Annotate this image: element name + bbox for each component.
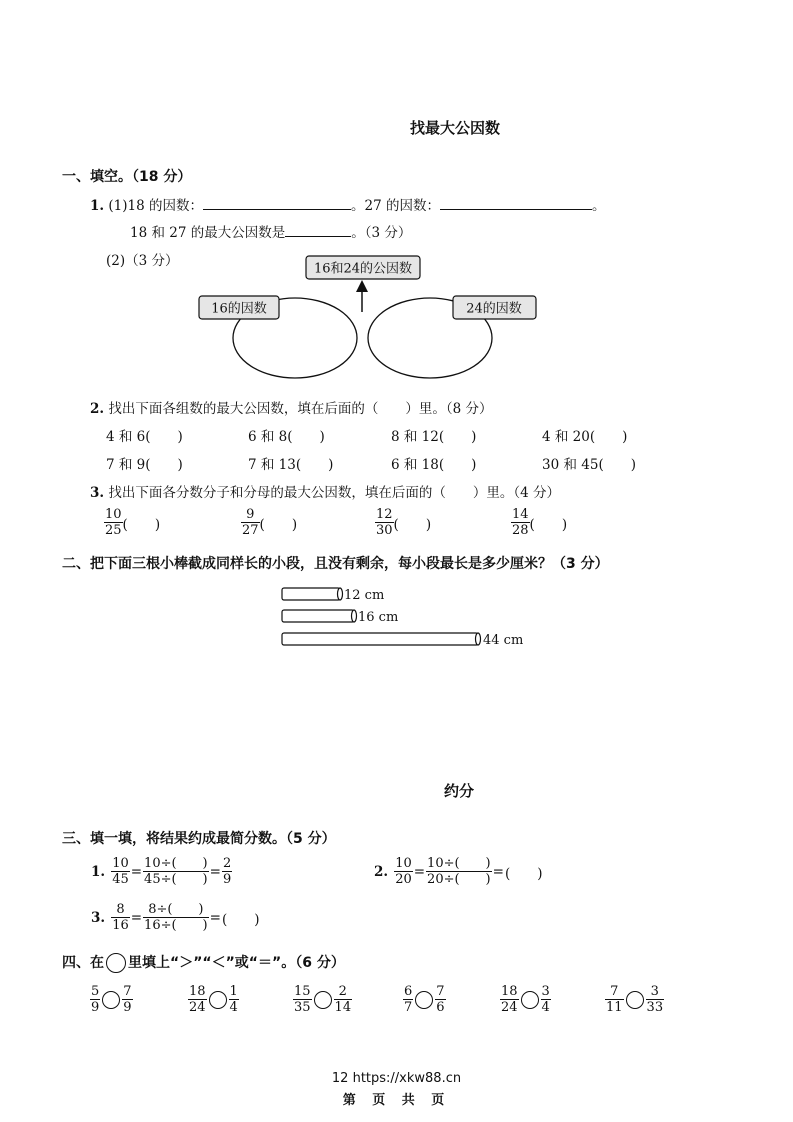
fraction: $\frac{10}{45}$ xyxy=(112,856,129,887)
fraction: $\frac{18}{24}$ xyxy=(189,984,206,1015)
q1-blank-27[interactable] xyxy=(440,195,592,210)
section4-heading-a: 四、在 xyxy=(62,955,104,971)
stick-44 xyxy=(282,633,481,645)
equals-sign: = xyxy=(130,863,143,880)
footer-page: 第 页 共 页 xyxy=(342,1093,451,1108)
reduce-eq-1 xyxy=(90,856,232,887)
q3-answer-2[interactable]: ( ) xyxy=(259,516,298,533)
equals-sign: = xyxy=(130,909,143,926)
eq3-answer[interactable]: ( ) xyxy=(221,911,260,928)
fraction: $\frac{10}{25}$ xyxy=(105,507,122,538)
q1-blank-gcf[interactable] xyxy=(285,222,351,237)
compare-circle-6[interactable] xyxy=(626,991,644,1009)
stick-16-label: 16 cm xyxy=(358,610,399,625)
q1-line2 xyxy=(130,221,411,241)
venn-diagram xyxy=(190,250,550,385)
q1-gcf-score: 。（3 分） xyxy=(351,225,412,241)
q1-part2-label: (2)（3 分） xyxy=(106,253,179,269)
fraction: $\frac{2}{14}$ xyxy=(334,984,352,1015)
section2-heading: 二、把下面三根小棒截成同样长的小段，且没有剩余，每小段最长是多少厘米？（3 分） xyxy=(62,556,609,572)
q1-part1-label: (1)18 的因数： xyxy=(108,198,203,214)
fraction: $\frac{2}{9}$ xyxy=(222,856,232,887)
fraction: $\frac{9}{27}$ xyxy=(242,507,259,538)
fraction: $\frac{15}{35}$ xyxy=(294,984,311,1015)
q3-prompt xyxy=(90,481,560,501)
eq3-number: 3. xyxy=(91,909,106,926)
q2-text: 找出下面各组数的最大公因数，填在后面的（ ）里。（8 分） xyxy=(108,401,493,417)
q3-item-1 xyxy=(104,507,160,538)
q2-item-3[interactable]: 8 和 12( ) xyxy=(391,429,477,445)
reduce-eq-2 xyxy=(373,856,543,887)
q1-number: 1. xyxy=(90,198,105,214)
stick-12 xyxy=(282,588,343,600)
compare-circle-2[interactable] xyxy=(209,991,227,1009)
equals-sign: = xyxy=(413,863,426,880)
compare-3 xyxy=(293,984,352,1015)
circle-icon xyxy=(106,953,126,973)
fraction: $\frac{8}{16}$ xyxy=(112,902,129,933)
q1-blank-18[interactable] xyxy=(203,195,351,210)
section1-heading: 一、填空。（18 分） xyxy=(62,169,192,185)
q3-answer-3[interactable]: ( ) xyxy=(393,516,432,533)
fraction: $\frac{3}{33}$ xyxy=(646,984,664,1015)
q3-text: 找出下面各分数分子和分母的最大公因数，填在后面的（ ）里。（4 分） xyxy=(108,485,561,501)
q3-item-2 xyxy=(241,507,297,538)
q1-part1-end: 。 xyxy=(591,198,606,214)
fraction: $\frac{1}{4}$ xyxy=(229,984,238,1015)
eq1-number: 1. xyxy=(91,863,106,880)
reduce-eq-3 xyxy=(90,902,260,933)
compare-circle-5[interactable] xyxy=(521,991,539,1009)
title-gcf: 找最大公因数 xyxy=(410,119,501,137)
compare-4 xyxy=(403,984,446,1015)
q1-part1-mid: 。27 的因数： xyxy=(350,198,440,214)
compare-circle-3[interactable] xyxy=(314,991,332,1009)
q2-item-2[interactable]: 6 和 8( ) xyxy=(248,429,325,445)
section4-heading-b: 里填上“＞”“＜”或“＝”。（6 分） xyxy=(128,955,345,971)
venn-right-label: 24的因数 xyxy=(466,301,522,317)
q2-item-4[interactable]: 4 和 20( ) xyxy=(542,429,628,445)
venn-left-label: 16的因数 xyxy=(211,301,267,317)
fraction: $\frac{3}{4}$ xyxy=(541,984,550,1015)
title-reduce: 约分 xyxy=(444,782,475,800)
compare-circle-1[interactable] xyxy=(102,991,120,1009)
q2-number: 2. xyxy=(90,401,105,417)
stick-16 xyxy=(282,610,357,622)
equals-sign: = xyxy=(492,863,504,880)
compare-5 xyxy=(500,984,551,1015)
fraction: $\frac{12}{30}$ xyxy=(376,507,393,538)
section4-heading xyxy=(62,952,345,973)
compare-1 xyxy=(90,984,133,1015)
venn-top-label: 16和24的公因数 xyxy=(313,261,413,277)
eq2-answer[interactable]: ( ) xyxy=(504,865,543,882)
equals-sign: = xyxy=(209,909,221,926)
fraction: $\frac{14}{28}$ xyxy=(512,507,529,538)
eq2-number: 2. xyxy=(374,863,389,880)
q2-prompt xyxy=(90,397,493,417)
section3-heading: 三、填一填，将结果约成最简分数。（5 分） xyxy=(62,831,336,847)
q3-item-4 xyxy=(511,507,567,538)
equals-sign: = xyxy=(209,863,221,880)
stick-12-label: 12 cm xyxy=(344,588,385,603)
fraction: $\frac{10}{20}$ xyxy=(395,856,412,887)
fraction: $\frac{7}{6}$ xyxy=(436,984,445,1015)
q3-answer-4[interactable]: ( ) xyxy=(529,516,568,533)
q2-item-1[interactable]: 4 和 6( ) xyxy=(106,429,183,445)
q2-item-7[interactable]: 6 和 18( ) xyxy=(391,457,477,473)
q2-item-6[interactable]: 7 和 13( ) xyxy=(248,457,334,473)
eq1-division-fraction[interactable]: $\frac{10\div( )}{45\div( )}$ xyxy=(144,856,208,887)
q2-item-8[interactable]: 30 和 45( ) xyxy=(542,457,636,473)
q3-item-3 xyxy=(375,507,431,538)
footer-site[interactable]: 12 https://xkw88.cn xyxy=(331,1071,462,1086)
compare-2 xyxy=(188,984,239,1015)
q3-answer-1[interactable]: ( ) xyxy=(122,516,161,533)
stick-44-label: 44 cm xyxy=(483,633,524,648)
fraction: $\frac{7}{11}$ xyxy=(606,984,623,1015)
q1-gcf-label: 18 和 27 的最大公因数是 xyxy=(130,225,286,241)
q1-line1 xyxy=(90,194,605,214)
compare-circle-4[interactable] xyxy=(415,991,433,1009)
fraction: $\frac{7}{9}$ xyxy=(123,984,132,1015)
compare-6 xyxy=(605,984,664,1015)
sticks-figure xyxy=(278,583,538,653)
fraction: $\frac{18}{24}$ xyxy=(501,984,518,1015)
eq2-division-fraction[interactable]: $\frac{10\div( )}{20\div( )}$ xyxy=(427,856,491,887)
q3-number: 3. xyxy=(90,485,105,501)
q2-item-5[interactable]: 7 和 9( ) xyxy=(106,457,183,473)
eq3-division-fraction[interactable]: $\frac{8\div( )}{16\div( )}$ xyxy=(144,902,208,933)
fraction: $\frac{6}{7}$ xyxy=(404,984,413,1015)
fraction: $\frac{5}{9}$ xyxy=(91,984,100,1015)
